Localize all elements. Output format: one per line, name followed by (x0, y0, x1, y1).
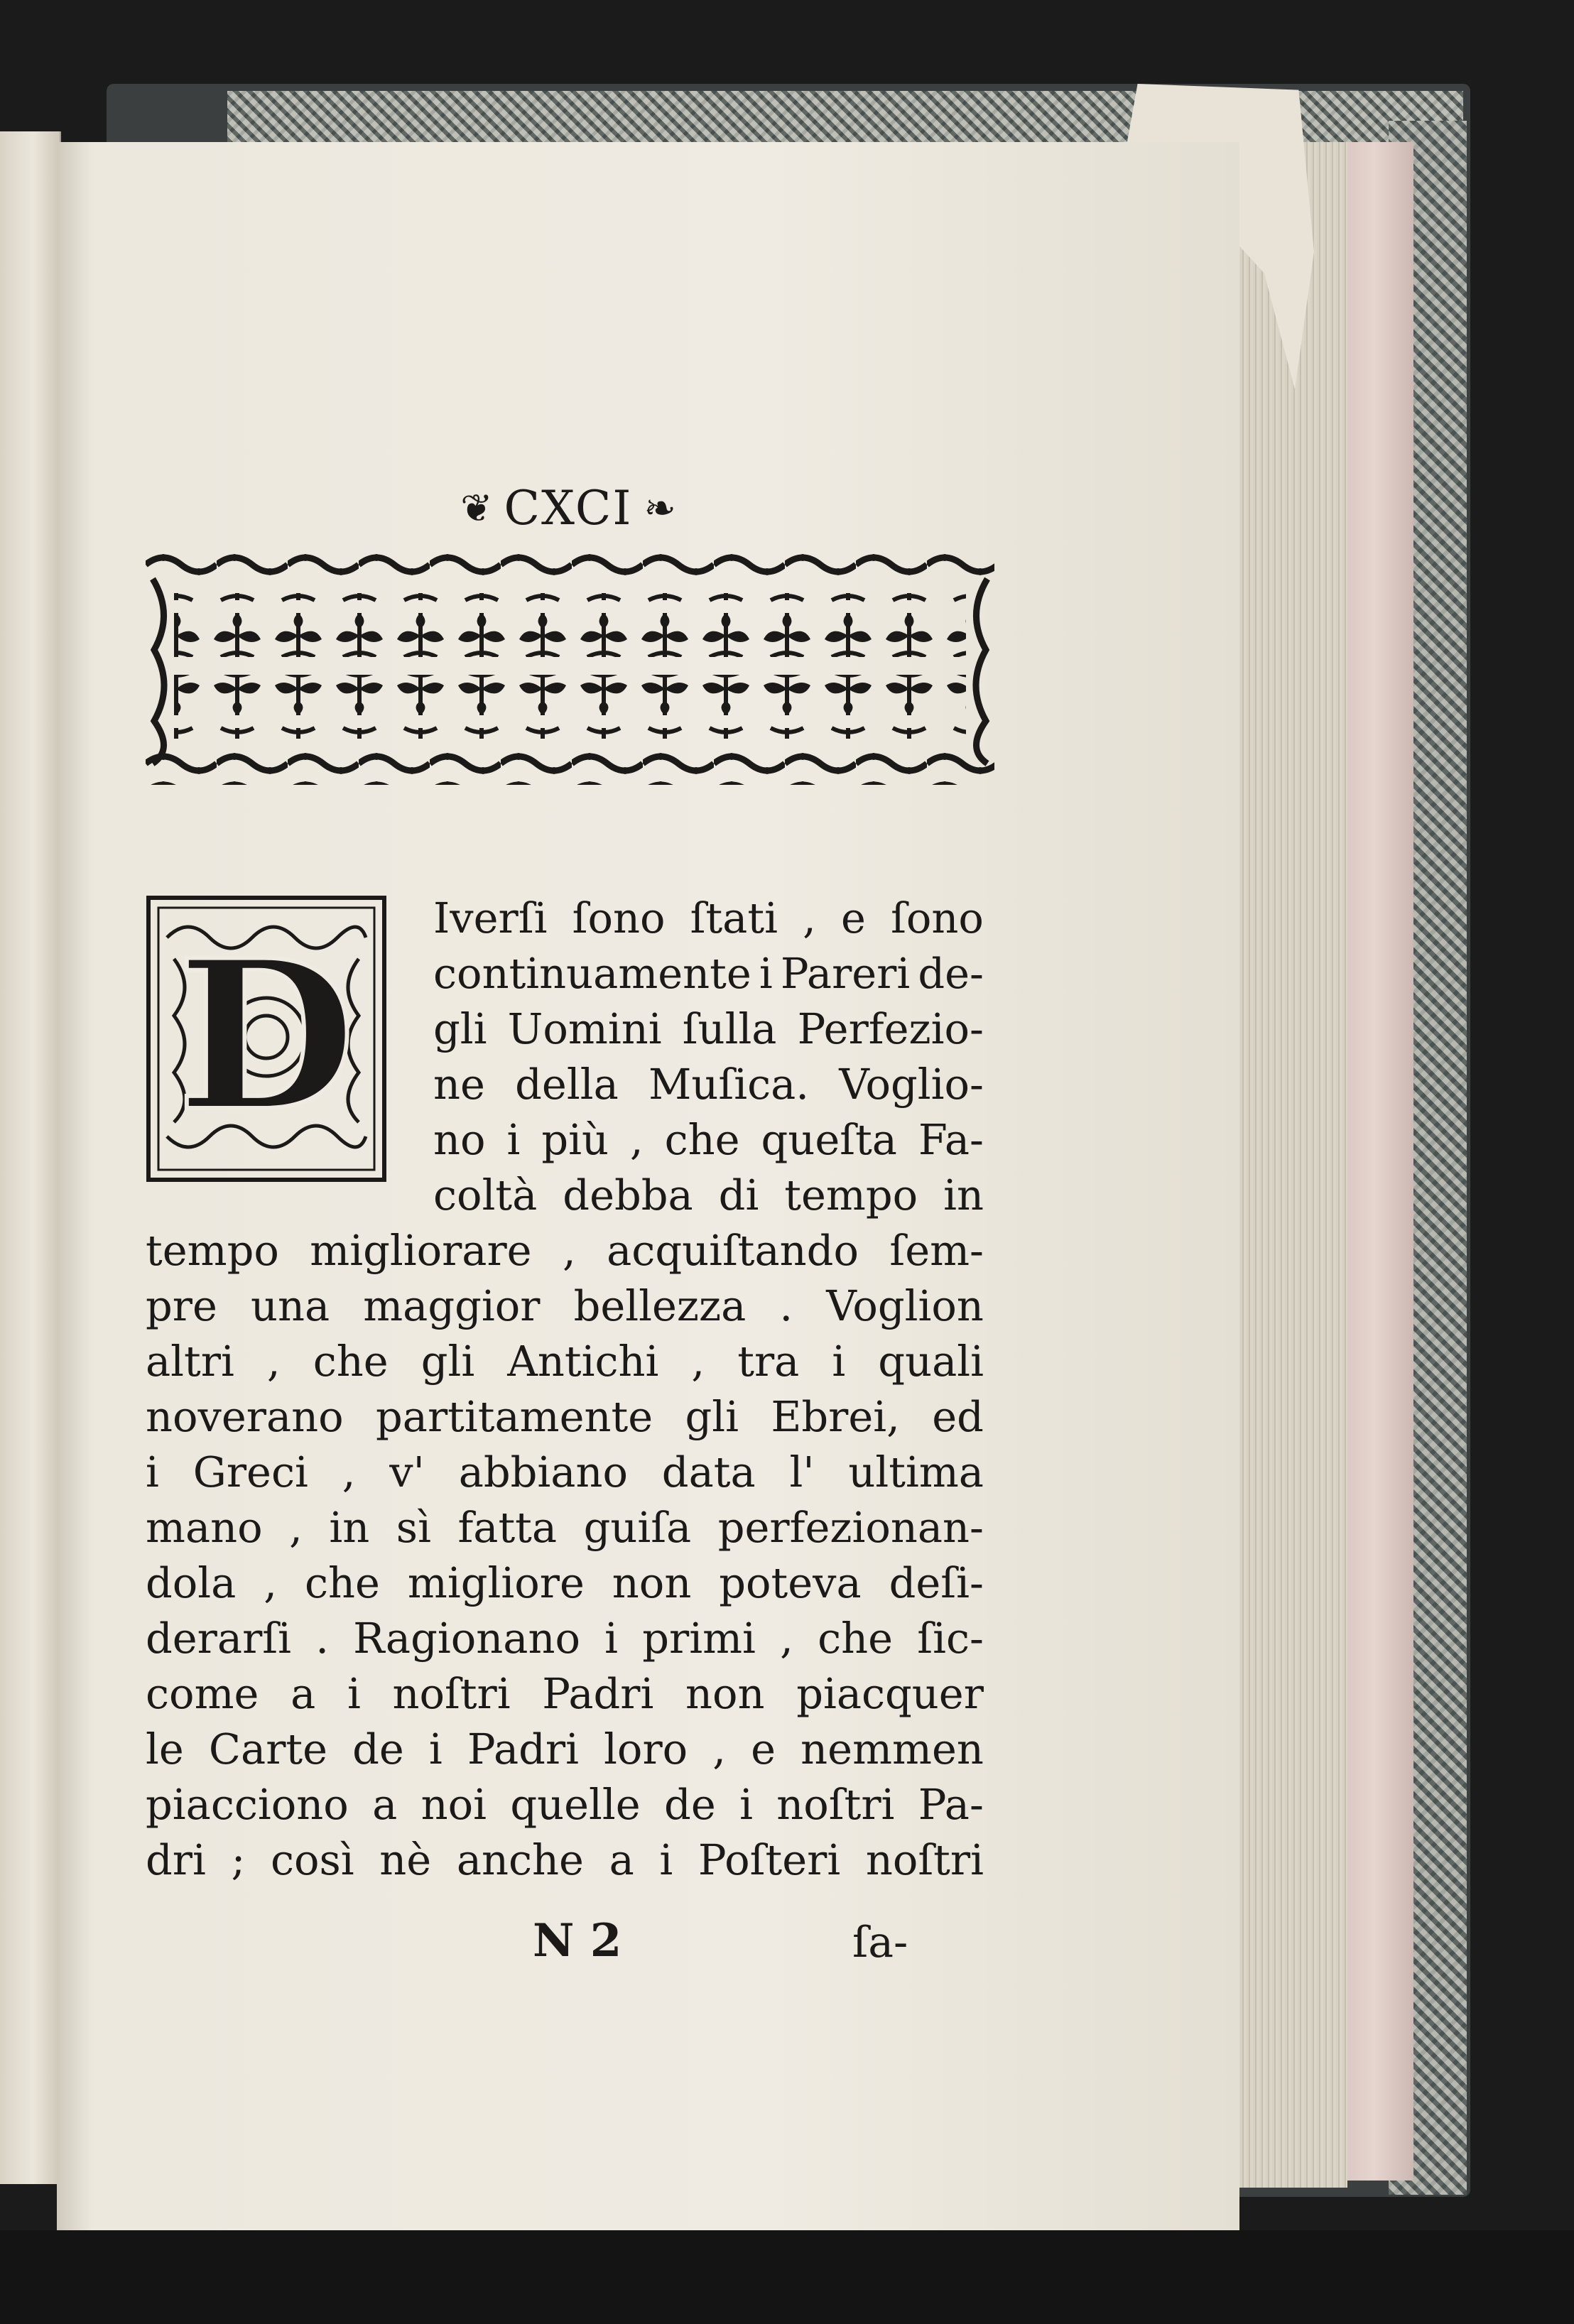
word: Fa- (918, 1115, 984, 1164)
body-line (146, 1444, 984, 1501)
word: Voglion (826, 1281, 984, 1330)
word: , (266, 1337, 281, 1386)
word: ſem- (889, 1226, 984, 1275)
word: e (751, 1725, 776, 1774)
word: noſtri (865, 1835, 984, 1884)
word: piacciono (146, 1780, 349, 1829)
word: i (739, 1780, 753, 1829)
word: abbiano (458, 1448, 628, 1497)
fleuron-left-icon: ❦ (460, 485, 493, 531)
word: debba (563, 1171, 693, 1220)
word: coltà (433, 1171, 538, 1220)
word: di (718, 1171, 759, 1220)
desk-surface (0, 2230, 1574, 2324)
body-line (146, 1278, 984, 1335)
word: no (433, 1115, 486, 1164)
word: i (659, 1835, 673, 1884)
body-line (146, 1222, 984, 1279)
word: noſtri (392, 1669, 511, 1718)
body-line (433, 945, 984, 1002)
word: ne (433, 1060, 485, 1109)
word: de- (918, 949, 984, 998)
catchword: ſa- (852, 1918, 908, 1967)
body-line (146, 1721, 984, 1778)
word: che (818, 1614, 894, 1663)
word: dri (146, 1835, 206, 1884)
body-line (433, 1056, 984, 1113)
word: anche (456, 1835, 584, 1884)
word: gli (433, 1004, 487, 1053)
page-stack (1232, 142, 1347, 2188)
word: altri (146, 1337, 234, 1386)
book-page (57, 142, 1239, 2237)
fleuron-right-icon: ❧ (644, 485, 676, 531)
body-line (146, 1666, 984, 1722)
word: i (604, 1614, 619, 1663)
body-line (433, 890, 984, 947)
signature-mark: N 2 (533, 1914, 622, 1967)
body-line (146, 1610, 984, 1667)
word: non (685, 1669, 765, 1718)
word: Uomini (507, 1004, 662, 1053)
word: ultima (848, 1448, 984, 1497)
word: i (506, 1115, 521, 1164)
body-line (146, 1832, 984, 1889)
word: perfezionan- (717, 1503, 984, 1552)
word: l' (789, 1448, 815, 1497)
word: bellezza (573, 1281, 747, 1330)
word: derarſi (146, 1614, 291, 1663)
word: , (780, 1614, 793, 1663)
word: data (661, 1448, 756, 1497)
word: guiſa (583, 1503, 692, 1552)
word: , (712, 1725, 727, 1774)
word: ſono (891, 894, 984, 943)
word: e (841, 894, 866, 943)
word: una (250, 1281, 330, 1330)
word: Padri (542, 1669, 654, 1718)
word: maggior (363, 1281, 541, 1330)
word: i (759, 949, 773, 998)
running-head (398, 476, 739, 540)
word: Greci (192, 1448, 308, 1497)
word: quelle (510, 1780, 641, 1829)
word: in (943, 1171, 984, 1220)
word: Padri (467, 1725, 579, 1774)
body-line (146, 1333, 984, 1390)
word: nè (379, 1835, 432, 1884)
word: noi (420, 1780, 487, 1829)
word: fatta (457, 1503, 558, 1552)
body-line (433, 1112, 984, 1168)
word: della (515, 1060, 619, 1109)
word: Ebrei, (771, 1392, 900, 1441)
word: che (304, 1558, 380, 1607)
word: tempo (784, 1171, 918, 1220)
word: gli (420, 1337, 475, 1386)
word: deſi- (889, 1558, 984, 1607)
word: poteva (719, 1558, 862, 1607)
word: Pa- (918, 1780, 984, 1829)
word: tempo (146, 1226, 279, 1275)
word: ſtati (690, 894, 778, 943)
svg-text:D: D (177, 916, 356, 1157)
decorated-initial (146, 895, 387, 1183)
word: , (803, 894, 816, 943)
word: migliorare (310, 1226, 532, 1275)
word: sì (396, 1503, 431, 1552)
word: , (691, 1337, 705, 1386)
word: , (562, 1226, 576, 1275)
word: dola (146, 1558, 237, 1607)
word: de (352, 1725, 404, 1774)
word: a (291, 1669, 316, 1718)
word: queſta (761, 1115, 897, 1164)
word: non (612, 1558, 692, 1607)
word: pre (146, 1281, 217, 1330)
word: i (146, 1448, 159, 1497)
word: gli (685, 1392, 739, 1441)
word: acquiſtando (607, 1226, 859, 1275)
body-line (433, 1001, 984, 1058)
word: i (428, 1725, 443, 1774)
word: ed (932, 1392, 984, 1441)
word: Antichi (507, 1337, 659, 1386)
floral-headpiece-icon (146, 550, 994, 785)
word: nemmen (800, 1725, 984, 1774)
word: noſtri (776, 1780, 895, 1829)
word: in (329, 1503, 370, 1552)
word: Muſica. (648, 1060, 810, 1109)
word: più (541, 1115, 609, 1164)
word: i (832, 1337, 846, 1386)
word: primi (642, 1614, 756, 1663)
word: ſono (572, 894, 666, 943)
word: v' (389, 1448, 425, 1497)
word: i (347, 1669, 361, 1718)
word: che (664, 1115, 740, 1164)
word: come (146, 1669, 259, 1718)
word: . (779, 1281, 793, 1330)
word: le (146, 1725, 184, 1774)
word: a (609, 1835, 634, 1884)
page-number: CXCI (504, 480, 633, 536)
word: ſic- (917, 1614, 984, 1663)
body-line (433, 1167, 984, 1224)
word: Iverſi (433, 894, 548, 943)
word: Ragionano (353, 1614, 580, 1663)
word: Perfezio- (797, 1004, 984, 1053)
word: de (664, 1780, 716, 1829)
word: ; (231, 1835, 246, 1884)
word: Poſteri (698, 1835, 841, 1884)
word: . (315, 1614, 329, 1663)
word: a (372, 1780, 398, 1829)
word: , (289, 1503, 303, 1552)
body-line (146, 1499, 984, 1556)
word: , (264, 1558, 278, 1607)
word: mano (146, 1503, 263, 1552)
word: così (270, 1835, 354, 1884)
word: continuamente (433, 949, 751, 998)
word: loro (604, 1725, 688, 1774)
word: ſulla (682, 1004, 777, 1053)
word: Pareri (780, 949, 911, 998)
word: , (629, 1115, 644, 1164)
word: che (313, 1337, 389, 1386)
word: migliore (407, 1558, 585, 1607)
previous-page-edge (0, 131, 61, 2184)
word: tra (737, 1337, 800, 1386)
body-line (146, 1776, 984, 1833)
word: noverano (146, 1392, 344, 1441)
word: quali (878, 1337, 984, 1386)
word: Voglio- (839, 1060, 984, 1109)
body-line (146, 1389, 984, 1445)
word: Carte (208, 1725, 328, 1774)
word: , (342, 1448, 356, 1497)
body-line (146, 1555, 984, 1612)
word: partitamente (376, 1392, 653, 1441)
word: piacquer (796, 1669, 984, 1718)
